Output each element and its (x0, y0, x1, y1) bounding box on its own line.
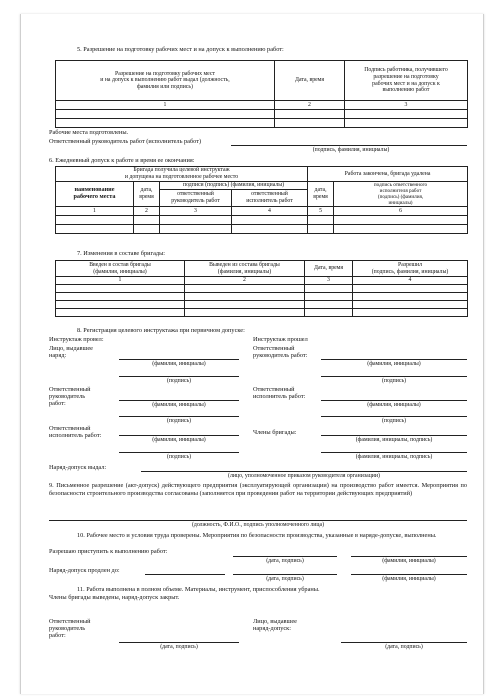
s5-header-date: Дата, время (275, 61, 345, 101)
table-cell[interactable] (160, 216, 232, 225)
sign-line[interactable] (119, 452, 239, 453)
authorized-person-line[interactable] (49, 520, 467, 521)
date-sign-hint: (дата, подпись) (266, 558, 304, 564)
fio-line[interactable] (119, 359, 239, 360)
section-6-table (55, 166, 468, 234)
sign-hint: (подпись) (166, 418, 192, 424)
fio-hint: (фамилия, инициалы) (367, 402, 421, 408)
s7-col-number: 1 (56, 277, 185, 285)
table-cell[interactable] (232, 216, 308, 225)
section-11-text: 11. Работа выполнена в полном объеме. Материалы, инструмент, приспособления убраны. (77, 586, 320, 593)
s7-col-number: 4 (353, 277, 468, 285)
s6-header-work-finished: Работа закончена, бригада удалена (308, 167, 468, 182)
s6-header-manager: ответственный руководитель работ (160, 190, 232, 207)
sign-line[interactable] (119, 416, 239, 417)
fio-line[interactable] (119, 400, 239, 401)
section-7-table (55, 260, 468, 317)
sign-hint: (подпись) (166, 454, 192, 460)
fio-hint: (фамилия, инициалы) (152, 402, 206, 408)
s6-col-number: 2 (134, 207, 160, 216)
table-cell[interactable] (134, 216, 160, 225)
extended-date-line[interactable] (145, 574, 225, 575)
table-cell[interactable] (334, 216, 468, 225)
section-6-title: 6. Ежедневный допуск к работе и время ее окончания: (49, 157, 195, 164)
responsible-executor-label: Ответственный исполнитель работ: (49, 425, 102, 440)
issuer-hint: (лицо, уполномоченное приказом руководителя организации) (228, 473, 380, 479)
s6-col-number: 6 (334, 207, 468, 216)
s5-header-permission: Разрешение на подготовку рабочих мест и на допуск к выполнению работ выдал (должность, фамилия или подпись) (56, 61, 275, 101)
table-cell[interactable] (353, 309, 468, 317)
s5-col-number: 2 (275, 101, 345, 110)
table-cell[interactable] (185, 309, 305, 317)
s5-col-number: 1 (56, 101, 275, 110)
section-5-table (55, 60, 468, 128)
responsible-executor-label: Ответственный исполнитель работ: (253, 386, 306, 401)
date-sign-line[interactable] (119, 642, 239, 643)
table-cell[interactable] (275, 110, 345, 119)
sign-line[interactable] (321, 376, 467, 377)
document-page (20, 14, 484, 694)
table-cell[interactable] (353, 285, 468, 293)
table-cell[interactable] (232, 225, 308, 234)
s6-col-number: 1 (56, 207, 134, 216)
section-5-title: 5. Разрешение на подготовку рабочих мест и на допуск к выполнению работ: (77, 46, 284, 53)
section-7-title: 7. Изменения в составе бригады: (77, 250, 166, 257)
fio-sign-line[interactable] (321, 435, 467, 436)
fio-sign-hint: (фамилия, инициалы, подпись) (355, 454, 433, 460)
sign-hint: (подпись) (166, 378, 192, 384)
responsible-manager-label: Ответственный руководитель работ (исполнитель работ) (49, 138, 202, 145)
table-cell[interactable] (305, 293, 353, 301)
table-cell[interactable] (305, 301, 353, 309)
table-cell[interactable] (275, 119, 345, 128)
table-cell[interactable] (334, 225, 468, 234)
section-11-text-2: Члены бригады выведены, наряд-допуск закрыт. (49, 594, 180, 601)
table-cell[interactable] (308, 216, 334, 225)
s7-header-added: Введен в состав бригады (фамилия, инициалы) (56, 261, 185, 277)
date-sign-hint: (дата, подпись) (385, 644, 423, 650)
order-issuer-label: Лицо, выдавшее наряд: (49, 345, 93, 360)
issuer-line[interactable] (141, 471, 467, 472)
sign-line[interactable] (321, 416, 467, 417)
table-cell[interactable] (56, 110, 275, 119)
s6-col-number: 3 (160, 207, 232, 216)
table-cell[interactable] (345, 110, 468, 119)
fio-line[interactable] (351, 556, 467, 557)
order-issuer-label: Лицо, выдавшее наряд-допуск: (253, 618, 297, 633)
table-cell[interactable] (185, 285, 305, 293)
s7-col-number: 2 (185, 277, 305, 285)
responsible-manager-label: Ответственный руководитель работ: (49, 618, 91, 640)
authorized-person-hint: (должность, Ф.И.О., подпись уполномоченного лица) (191, 522, 325, 528)
table-cell[interactable] (353, 301, 468, 309)
section-8-title: 8. Регистрация целевого инструктажа при первичном допуске: (77, 327, 245, 334)
order-issued-label: Наряд-допуск выдал: (49, 464, 107, 471)
workplaces-prepared-text: Рабочие места подготовлены. (49, 129, 129, 136)
fio-sign-hint: (фамилия, инициалы, подпись) (355, 437, 433, 443)
fio-line[interactable] (321, 359, 467, 360)
section-9-text: 9. Письменное разрешение (акт-допуск) действующего предприятия (эксплуатирующей организации) на производство работ имеется. Мероприятия по безопасности строительного производства согласованы (заполняется при проведении работ на территории действующих предприятий) (49, 482, 467, 497)
s6-header-date2: дата, время (308, 182, 334, 207)
allowed-to-start-label: Разрешаю приступить к выполнению работ: (49, 548, 168, 555)
fio-line[interactable] (119, 435, 239, 436)
signature-line[interactable] (231, 145, 467, 146)
s6-header-brigade-admitted: Бригада получила целевой инструктаж и допущена на подготовленное рабочее место (56, 167, 308, 182)
fio-hint: (фамилия, инициалы) (382, 558, 436, 564)
s7-col-number: 3 (305, 277, 353, 285)
instruction-conducted-label: Инструктаж провел: (49, 336, 104, 343)
fio-hint: (фамилия, инициалы) (152, 437, 206, 443)
date-sign-hint: (дата, подпись) (160, 644, 198, 650)
table-cell[interactable] (56, 119, 275, 128)
s5-col-number: 3 (345, 101, 468, 110)
s7-header-removed: Выведен из состава бригады (фамилия, инициалы) (185, 261, 305, 277)
s7-header-allowed: Разрешил (подпись, фамилия, инициалы) (353, 261, 468, 277)
table-cell[interactable] (353, 293, 468, 301)
table-cell[interactable] (56, 301, 185, 309)
fio-line[interactable] (321, 400, 467, 401)
table-cell[interactable] (185, 301, 305, 309)
fio-hint: (фамилия, инициалы) (382, 576, 436, 582)
section-10-text: 10. Рабочее место и условия труда проверены. Мероприятия по безопасности производства, указанные в наряде-допуске, выполнены. (77, 532, 437, 539)
signature-hint: (подпись, фамилия, инициалы) (312, 147, 390, 153)
table-cell[interactable] (345, 119, 468, 128)
s6-header-executor-sign: подпись ответственного исполнителя работ (подпись) (фамилия, инициалы) (334, 182, 468, 207)
instruction-received-label: Инструктаж прошел (253, 336, 308, 343)
s5-header-signature: Подпись работника, получившего разрешение на подготовку рабочих мест и на допуск к выполнению работ (345, 61, 468, 101)
date-sign-hint: (дата, подпись) (266, 576, 304, 582)
table-cell[interactable] (185, 293, 305, 301)
sign-line[interactable] (119, 376, 239, 377)
table-cell[interactable] (134, 225, 160, 234)
fio-sign-line[interactable] (321, 452, 467, 453)
date-sign-line[interactable] (233, 574, 337, 575)
s7-header-date: Дата, время (305, 261, 353, 277)
table-cell[interactable] (56, 225, 134, 234)
s6-col-number: 4 (232, 207, 308, 216)
order-extended-label: Наряд-допуск продлен до: (49, 567, 120, 574)
fio-hint: (фамилия, инициалы) (152, 361, 206, 367)
table-cell[interactable] (160, 225, 232, 234)
fio-hint: (фамилия, инициалы) (367, 361, 421, 367)
sign-hint: (подпись) (381, 418, 407, 424)
table-cell[interactable] (308, 225, 334, 234)
fio-line[interactable] (351, 574, 467, 575)
date-sign-line[interactable] (341, 642, 467, 643)
table-cell[interactable] (56, 309, 185, 317)
sign-hint: (подпись) (381, 378, 407, 384)
table-cell[interactable] (56, 216, 134, 225)
s6-header-signatures: подписи (подпись) (фамилия, инициалы) (160, 182, 308, 190)
s6-col-number: 5 (308, 207, 334, 216)
table-cell[interactable] (305, 309, 353, 317)
s6-header-workplace: наименование рабочего места (56, 182, 134, 207)
table-cell[interactable] (56, 293, 185, 301)
s6-header-date: дата, время (134, 182, 160, 207)
date-sign-line[interactable] (233, 556, 337, 557)
responsible-manager-label: Ответственный руководитель работ: (49, 386, 91, 408)
responsible-manager-label: Ответственный руководитель работ: (253, 345, 308, 360)
brigade-members-label: Члены бригады: (253, 429, 297, 436)
table-cell[interactable] (305, 285, 353, 293)
s6-header-executor: ответственный исполнитель работ (232, 190, 308, 207)
table-cell[interactable] (56, 285, 185, 293)
